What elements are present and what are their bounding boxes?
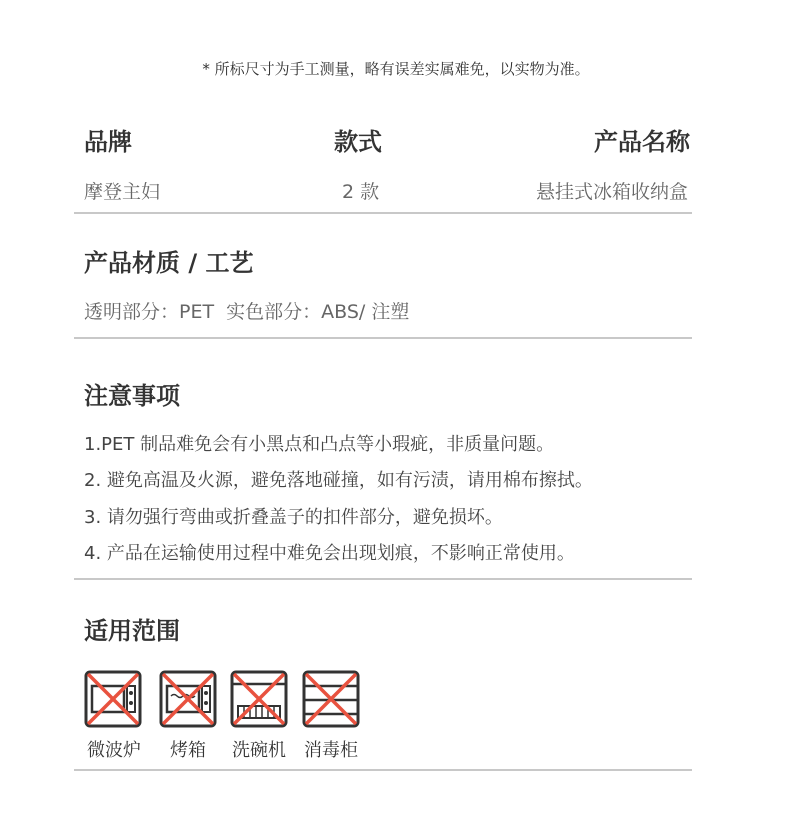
microwave-icon [84, 670, 142, 728]
product-name-value: 悬挂式冰箱收纳盒 [535, 181, 688, 203]
list-item: 4. 产品在运输使用过程中难免会出现划痕，不影响正常使用。 [84, 543, 575, 564]
list-item: 1.PET 制品难免会有小黑点和凸点等小瑕疵，非质量问题。 [84, 434, 555, 455]
disinfection-cabinet-label: 消毒柜 [304, 740, 358, 761]
divider [74, 769, 692, 771]
brand-header: 品牌 [84, 128, 132, 156]
microwave-label: 微波炉 [87, 740, 141, 761]
dishwasher-icon [230, 670, 288, 728]
divider [74, 578, 692, 580]
list-item: 3. 请勿强行弯曲或折叠盖子的扣件部分，避免损坏。 [84, 507, 503, 528]
brand-value: 摩登主妇 [84, 181, 161, 203]
style-header: 款式 [334, 128, 382, 156]
dishwasher-label: 洗碗机 [232, 740, 286, 761]
style-value: 2 款 [342, 181, 380, 203]
divider [74, 337, 692, 339]
disinfection-cabinet-icon [302, 670, 360, 728]
oven-label: 烤箱 [170, 740, 206, 761]
material-title: 产品材质 / 工艺 [84, 249, 254, 277]
measurement-note: * 所标尺寸为手工测量，略有误差实属难免，以实物为准。 [202, 60, 590, 78]
divider [74, 212, 692, 214]
list-item: 2. 避免高温及火源，避免落地碰撞，如有污渍，请用棉布擦拭。 [84, 470, 593, 491]
product-name-header: 产品名称 [594, 128, 690, 156]
notes-title: 注意事项 [84, 382, 180, 410]
usage-title: 适用范围 [84, 617, 180, 645]
oven-icon [159, 670, 217, 728]
material-text: 透明部分：PET 实色部分：ABS/ 注塑 [84, 301, 410, 323]
